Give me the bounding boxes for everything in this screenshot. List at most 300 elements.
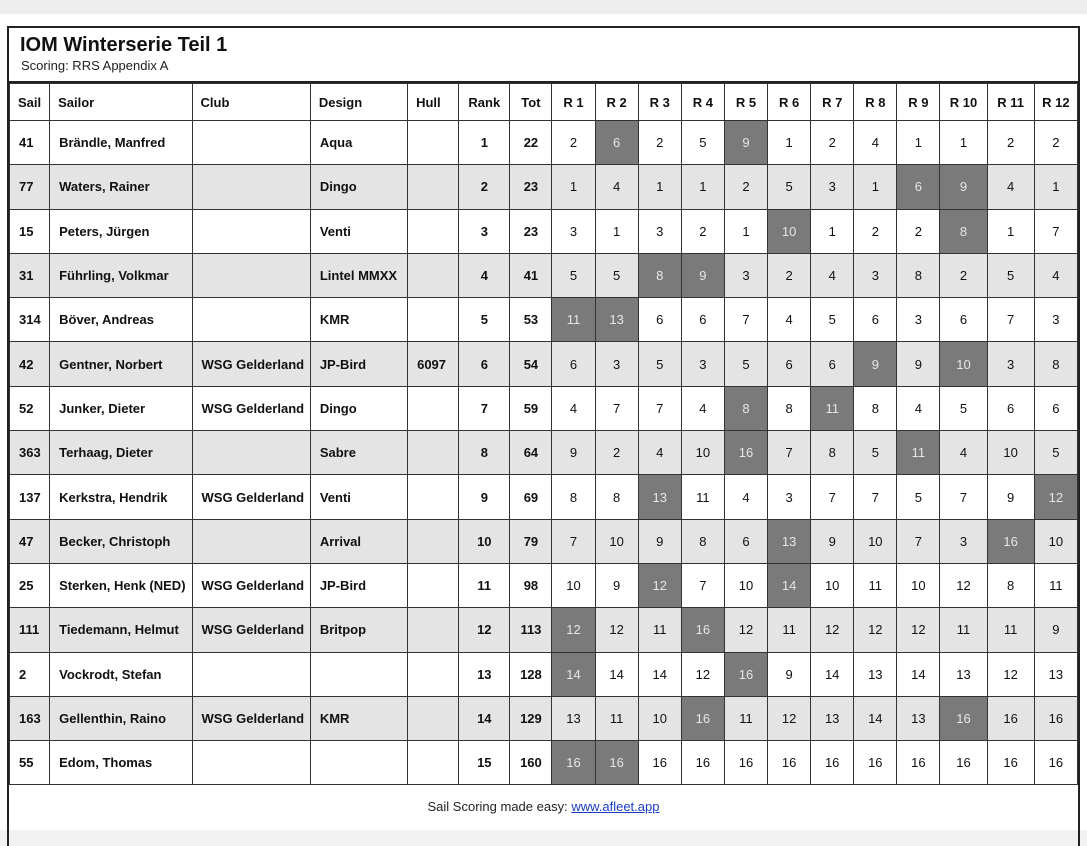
- sail-cell: 137: [10, 475, 50, 519]
- hull-cell: [408, 475, 459, 519]
- race-score: 2: [811, 121, 854, 165]
- race-score: 7: [987, 298, 1034, 342]
- race-score: 6: [987, 386, 1034, 430]
- club-cell: [192, 519, 310, 563]
- race-score: 16: [1034, 741, 1077, 785]
- club-cell: [192, 253, 310, 297]
- race-score: 11: [724, 696, 767, 740]
- race-score: 10: [638, 696, 681, 740]
- race-score: 6: [768, 342, 811, 386]
- race-score: 3: [595, 342, 638, 386]
- race-score: 10: [987, 431, 1034, 475]
- total-cell: 54: [510, 342, 552, 386]
- race-score-discarded: 8: [724, 386, 767, 430]
- race-score: 2: [638, 121, 681, 165]
- race-score: 9: [768, 652, 811, 696]
- race-score: 7: [897, 519, 940, 563]
- hull-cell: 6097: [408, 342, 459, 386]
- rank-cell: 8: [459, 431, 510, 475]
- race-score: 8: [1034, 342, 1077, 386]
- race-score-discarded: 9: [724, 121, 767, 165]
- race-score-discarded: 16: [940, 696, 987, 740]
- design-cell: Aqua: [310, 121, 407, 165]
- sailor-cell: Becker, Christoph: [50, 519, 192, 563]
- page-title: IOM Winterserie Teil 1: [20, 34, 228, 56]
- race-score: 4: [681, 386, 724, 430]
- race-score: 16: [987, 696, 1034, 740]
- race-score-discarded: 16: [595, 741, 638, 785]
- table-row: [10, 386, 1078, 430]
- race-score: 12: [595, 608, 638, 652]
- column-header: R 8: [854, 84, 897, 121]
- afleet-link[interactable]: www.afleet.app: [571, 799, 660, 815]
- race-score: 12: [724, 608, 767, 652]
- race-score-discarded: 16: [724, 431, 767, 475]
- sail-cell: 15: [10, 209, 50, 253]
- race-score: 10: [595, 519, 638, 563]
- column-header: Rank: [459, 84, 510, 121]
- race-score: 1: [552, 165, 595, 209]
- race-score: 7: [724, 298, 767, 342]
- race-score: 9: [595, 563, 638, 607]
- rank-cell: 2: [459, 165, 510, 209]
- race-score: 4: [987, 165, 1034, 209]
- column-header: Sail: [10, 84, 50, 121]
- total-cell: 22: [510, 121, 552, 165]
- race-score: 12: [811, 608, 854, 652]
- race-score: 16: [1034, 696, 1077, 740]
- column-header: R 6: [768, 84, 811, 121]
- race-score-discarded: 16: [681, 696, 724, 740]
- race-score: 5: [768, 165, 811, 209]
- scoring-subtitle: Scoring: RRS Appendix A: [21, 58, 169, 73]
- sailor-cell: Sterken, Henk (NED): [50, 563, 192, 607]
- race-score: 6: [552, 342, 595, 386]
- race-score: 2: [681, 209, 724, 253]
- rank-cell: 14: [459, 696, 510, 740]
- race-score: 12: [768, 696, 811, 740]
- race-score: 8: [681, 519, 724, 563]
- design-cell: KMR: [310, 298, 407, 342]
- total-cell: 160: [510, 741, 552, 785]
- race-score: 2: [854, 209, 897, 253]
- hull-cell: [408, 209, 459, 253]
- race-score: 16: [811, 741, 854, 785]
- race-score: 12: [987, 652, 1034, 696]
- design-cell: Britpop: [310, 608, 407, 652]
- sail-cell: 77: [10, 165, 50, 209]
- table-row: [10, 253, 1078, 297]
- club-cell: [192, 431, 310, 475]
- design-cell: Venti: [310, 475, 407, 519]
- race-score: 6: [940, 298, 987, 342]
- race-score: 9: [897, 342, 940, 386]
- race-score: 4: [940, 431, 987, 475]
- race-score: 9: [552, 431, 595, 475]
- race-score: 4: [552, 386, 595, 430]
- race-score: 16: [724, 741, 767, 785]
- hull-cell: [408, 121, 459, 165]
- design-cell: Sabre: [310, 431, 407, 475]
- rank-cell: 12: [459, 608, 510, 652]
- race-score: 1: [724, 209, 767, 253]
- race-score: 7: [552, 519, 595, 563]
- race-score: 1: [854, 165, 897, 209]
- race-score: 11: [987, 608, 1034, 652]
- race-score: 6: [638, 298, 681, 342]
- hull-cell: [408, 741, 459, 785]
- race-score: 11: [768, 608, 811, 652]
- hull-cell: [408, 608, 459, 652]
- race-score: 10: [552, 563, 595, 607]
- club-cell: [192, 209, 310, 253]
- column-header: R 9: [897, 84, 940, 121]
- table-row: [10, 298, 1078, 342]
- race-score: 1: [811, 209, 854, 253]
- sailor-cell: Führling, Volkmar: [50, 253, 192, 297]
- column-header: Hull: [408, 84, 459, 121]
- race-score-discarded: 13: [595, 298, 638, 342]
- race-score: 2: [987, 121, 1034, 165]
- column-header: R 1: [552, 84, 595, 121]
- total-cell: 98: [510, 563, 552, 607]
- race-score: 11: [595, 696, 638, 740]
- race-score: 11: [940, 608, 987, 652]
- design-cell: [310, 741, 407, 785]
- club-cell: WSG Gelderland: [192, 563, 310, 607]
- sailor-cell: Brändle, Manfred: [50, 121, 192, 165]
- column-header: Sailor: [50, 84, 192, 121]
- hull-cell: [408, 386, 459, 430]
- race-score: 4: [811, 253, 854, 297]
- club-cell: [192, 165, 310, 209]
- rank-cell: 15: [459, 741, 510, 785]
- race-score: 3: [552, 209, 595, 253]
- race-score-discarded: 13: [768, 519, 811, 563]
- sail-cell: 314: [10, 298, 50, 342]
- design-cell: Lintel MMXX: [310, 253, 407, 297]
- race-score: 3: [987, 342, 1034, 386]
- sailor-cell: Kerkstra, Hendrik: [50, 475, 192, 519]
- race-score: 7: [638, 386, 681, 430]
- race-score-discarded: 9: [854, 342, 897, 386]
- race-score: 3: [940, 519, 987, 563]
- race-score: 5: [811, 298, 854, 342]
- race-score: 3: [1034, 298, 1077, 342]
- club-cell: WSG Gelderland: [192, 608, 310, 652]
- race-score: 1: [987, 209, 1034, 253]
- race-score: 10: [811, 563, 854, 607]
- race-score: 7: [768, 431, 811, 475]
- race-score: 13: [940, 652, 987, 696]
- race-score: 12: [681, 652, 724, 696]
- club-cell: [192, 652, 310, 696]
- sailor-cell: Terhaag, Dieter: [50, 431, 192, 475]
- race-score: 4: [638, 431, 681, 475]
- race-score: 4: [854, 121, 897, 165]
- race-score-discarded: 11: [552, 298, 595, 342]
- club-cell: [192, 298, 310, 342]
- race-score-discarded: 16: [681, 608, 724, 652]
- race-score: 13: [897, 696, 940, 740]
- race-score: 1: [940, 121, 987, 165]
- club-cell: [192, 121, 310, 165]
- race-score: 7: [1034, 209, 1077, 253]
- table-row: [10, 165, 1078, 209]
- race-score: 11: [681, 475, 724, 519]
- race-score: 3: [768, 475, 811, 519]
- table-row: [10, 741, 1078, 785]
- race-score: 9: [1034, 608, 1077, 652]
- sailor-cell: Peters, Jürgen: [50, 209, 192, 253]
- race-score: 10: [1034, 519, 1077, 563]
- race-score: 2: [1034, 121, 1077, 165]
- race-score: 2: [724, 165, 767, 209]
- race-score: 5: [552, 253, 595, 297]
- results-header: [9, 28, 1078, 83]
- race-score: 6: [854, 298, 897, 342]
- race-score: 13: [854, 652, 897, 696]
- race-score: 5: [940, 386, 987, 430]
- race-score: 7: [854, 475, 897, 519]
- design-cell: Dingo: [310, 165, 407, 209]
- sail-cell: 31: [10, 253, 50, 297]
- race-score: 5: [897, 475, 940, 519]
- total-cell: 129: [510, 696, 552, 740]
- sail-cell: 163: [10, 696, 50, 740]
- race-score: 11: [854, 563, 897, 607]
- race-score: 16: [897, 741, 940, 785]
- footer-text: Sail Scoring made easy:: [427, 799, 572, 815]
- race-score: 4: [595, 165, 638, 209]
- total-cell: 23: [510, 209, 552, 253]
- race-score: 4: [768, 298, 811, 342]
- race-score: 14: [811, 652, 854, 696]
- column-header: R 7: [811, 84, 854, 121]
- race-score: 7: [940, 475, 987, 519]
- total-cell: 59: [510, 386, 552, 430]
- table-row: [10, 475, 1078, 519]
- race-score: 5: [638, 342, 681, 386]
- race-score: 5: [1034, 431, 1077, 475]
- race-score: 8: [811, 431, 854, 475]
- rank-cell: 6: [459, 342, 510, 386]
- hull-cell: [408, 298, 459, 342]
- race-score: 6: [724, 519, 767, 563]
- sail-cell: 52: [10, 386, 50, 430]
- race-score: 1: [768, 121, 811, 165]
- rank-cell: 13: [459, 652, 510, 696]
- race-score: 2: [897, 209, 940, 253]
- footer: [9, 785, 1078, 814]
- race-score: 8: [595, 475, 638, 519]
- total-cell: 128: [510, 652, 552, 696]
- sail-cell: 363: [10, 431, 50, 475]
- race-score: 10: [724, 563, 767, 607]
- results-table: [9, 83, 1078, 785]
- hull-cell: [408, 652, 459, 696]
- race-score: 16: [987, 741, 1034, 785]
- sail-cell: 41: [10, 121, 50, 165]
- race-score-discarded: 11: [811, 386, 854, 430]
- table-row: [10, 121, 1078, 165]
- hull-cell: [408, 165, 459, 209]
- race-score-discarded: 16: [552, 741, 595, 785]
- sail-cell: 2: [10, 652, 50, 696]
- race-score: 1: [1034, 165, 1077, 209]
- race-score: 2: [940, 253, 987, 297]
- race-score: 5: [987, 253, 1034, 297]
- sail-cell: 42: [10, 342, 50, 386]
- hull-cell: [408, 696, 459, 740]
- race-score: 16: [681, 741, 724, 785]
- race-score: 8: [854, 386, 897, 430]
- race-score-discarded: 10: [768, 209, 811, 253]
- race-score: 12: [940, 563, 987, 607]
- results-sheet: [0, 14, 1087, 830]
- table-row: [10, 652, 1078, 696]
- hull-cell: [408, 431, 459, 475]
- race-score: 9: [811, 519, 854, 563]
- rank-cell: 3: [459, 209, 510, 253]
- race-score: 6: [811, 342, 854, 386]
- race-score: 6: [681, 298, 724, 342]
- race-score: 7: [811, 475, 854, 519]
- table-row: [10, 431, 1078, 475]
- sailor-cell: Edom, Thomas: [50, 741, 192, 785]
- design-cell: Dingo: [310, 386, 407, 430]
- race-score: 2: [595, 431, 638, 475]
- total-cell: 23: [510, 165, 552, 209]
- race-score-discarded: 10: [940, 342, 987, 386]
- race-score: 3: [854, 253, 897, 297]
- race-score: 2: [552, 121, 595, 165]
- sailor-cell: Tiedemann, Helmut: [50, 608, 192, 652]
- race-score: 4: [897, 386, 940, 430]
- race-score: 1: [897, 121, 940, 165]
- race-score: 9: [638, 519, 681, 563]
- race-score-discarded: 8: [940, 209, 987, 253]
- race-score-discarded: 8: [638, 253, 681, 297]
- rank-cell: 5: [459, 298, 510, 342]
- race-score: 13: [811, 696, 854, 740]
- race-score: 9: [987, 475, 1034, 519]
- table-row: [10, 696, 1078, 740]
- total-cell: 64: [510, 431, 552, 475]
- design-cell: [310, 652, 407, 696]
- race-score: 12: [897, 608, 940, 652]
- race-score-discarded: 16: [987, 519, 1034, 563]
- race-score: 5: [724, 342, 767, 386]
- race-score: 5: [681, 121, 724, 165]
- race-score: 8: [897, 253, 940, 297]
- club-cell: WSG Gelderland: [192, 386, 310, 430]
- rank-cell: 4: [459, 253, 510, 297]
- race-score: 1: [638, 165, 681, 209]
- total-cell: 113: [510, 608, 552, 652]
- design-cell: Arrival: [310, 519, 407, 563]
- table-row: [10, 608, 1078, 652]
- race-score-discarded: 14: [552, 652, 595, 696]
- race-score: 4: [1034, 253, 1077, 297]
- column-header: R 2: [595, 84, 638, 121]
- race-score: 3: [724, 253, 767, 297]
- race-score: 4: [724, 475, 767, 519]
- column-header: R 5: [724, 84, 767, 121]
- race-score: 10: [854, 519, 897, 563]
- sailor-cell: Junker, Dieter: [50, 386, 192, 430]
- race-score: 13: [1034, 652, 1077, 696]
- rank-cell: 7: [459, 386, 510, 430]
- race-score: 5: [595, 253, 638, 297]
- race-score: 10: [681, 431, 724, 475]
- browser-top-strip: [0, 0, 1087, 14]
- results-frame: [7, 26, 1080, 846]
- hull-cell: [408, 563, 459, 607]
- rank-cell: 1: [459, 121, 510, 165]
- race-score-discarded: 14: [768, 563, 811, 607]
- race-score: 16: [768, 741, 811, 785]
- sail-cell: 47: [10, 519, 50, 563]
- total-cell: 41: [510, 253, 552, 297]
- sailor-cell: Böver, Andreas: [50, 298, 192, 342]
- club-cell: WSG Gelderland: [192, 696, 310, 740]
- table-header-row: [10, 84, 1078, 121]
- table-row: [10, 209, 1078, 253]
- table-row: [10, 519, 1078, 563]
- club-cell: WSG Gelderland: [192, 475, 310, 519]
- rank-cell: 10: [459, 519, 510, 563]
- race-score: 16: [638, 741, 681, 785]
- sailor-cell: Waters, Rainer: [50, 165, 192, 209]
- race-score: 6: [1034, 386, 1077, 430]
- sailor-cell: Gellenthin, Raino: [50, 696, 192, 740]
- column-header: R 10: [940, 84, 987, 121]
- total-cell: 53: [510, 298, 552, 342]
- hull-cell: [408, 519, 459, 563]
- race-score-discarded: 16: [724, 652, 767, 696]
- sail-cell: 55: [10, 741, 50, 785]
- race-score: 3: [638, 209, 681, 253]
- race-score-discarded: 12: [552, 608, 595, 652]
- column-header: R 12: [1034, 84, 1077, 121]
- race-score: 16: [854, 741, 897, 785]
- race-score-discarded: 9: [940, 165, 987, 209]
- design-cell: KMR: [310, 696, 407, 740]
- race-score: 3: [681, 342, 724, 386]
- rank-cell: 9: [459, 475, 510, 519]
- race-score: 16: [940, 741, 987, 785]
- race-score: 13: [552, 696, 595, 740]
- race-score: 14: [897, 652, 940, 696]
- column-header: Tot: [510, 84, 552, 121]
- club-cell: [192, 741, 310, 785]
- design-cell: JP-Bird: [310, 342, 407, 386]
- table-row: [10, 563, 1078, 607]
- race-score: 3: [811, 165, 854, 209]
- hull-cell: [408, 253, 459, 297]
- race-score-discarded: 9: [681, 253, 724, 297]
- race-score: 1: [595, 209, 638, 253]
- race-score: 2: [768, 253, 811, 297]
- column-header: R 3: [638, 84, 681, 121]
- sailor-cell: Gentner, Norbert: [50, 342, 192, 386]
- race-score-discarded: 12: [638, 563, 681, 607]
- column-header: R 4: [681, 84, 724, 121]
- race-score: 12: [854, 608, 897, 652]
- sail-cell: 111: [10, 608, 50, 652]
- race-score: 8: [987, 563, 1034, 607]
